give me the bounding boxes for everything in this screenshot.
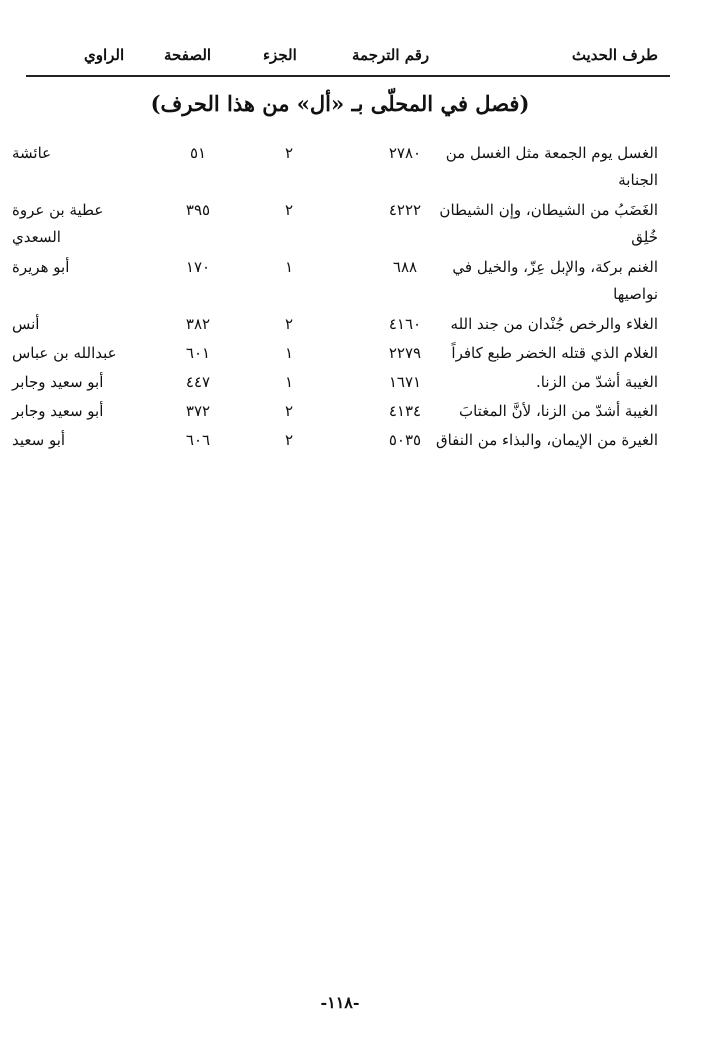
page-number: ٣٩٥ (185, 201, 211, 219)
page-number: ٣٨٢ (185, 315, 211, 333)
page-number: ٣٧٢ (185, 402, 211, 420)
tarjama-number: ٤٢٢٢ (388, 201, 422, 219)
juz-number: ٢ (284, 315, 294, 333)
page-number: ٦٠٦ (185, 431, 211, 449)
header-rule (26, 75, 670, 77)
page-number: ٥١ (189, 144, 207, 162)
narrator: أبو هريرة (12, 258, 70, 276)
tarjama-number: ٢٧٨٠ (388, 144, 422, 162)
narrator: عبدالله بن عباس (12, 344, 117, 362)
column-header-rawi: الراوي (84, 46, 125, 64)
narrator: أبو سعيد (12, 431, 66, 449)
hadith-text: الغيبة أشدّ من الزنا. (536, 373, 658, 391)
tarjama-number: ٤١٦٠ (388, 315, 422, 333)
juz-number: ٢ (284, 144, 294, 162)
table-row (0, 340, 720, 369)
juz-number: ١ (284, 258, 294, 276)
table-row (0, 427, 720, 456)
hadith-text: الغيبة أشدّ من الزنا، لأنَّ المغتابَ (458, 402, 658, 420)
juz-number: ٢ (284, 201, 294, 219)
juz-number: ٢ (284, 431, 294, 449)
column-header-page: الصفحة (164, 46, 212, 64)
tarjama-number: ٤١٣٤ (388, 402, 422, 420)
hadith-table (0, 140, 720, 456)
table-row (0, 369, 720, 398)
table-row (0, 140, 720, 197)
narrator: عائشة (12, 144, 52, 162)
page-number: ١٧٠ (185, 258, 211, 276)
narrator: أنس (12, 315, 40, 333)
hadith-text: الغسل يوم الجمعة مثل الغسل من الجنابة (445, 144, 658, 189)
table-row (0, 254, 720, 311)
juz-number: ٢ (284, 402, 294, 420)
tarjama-number: ٦٨٨ (392, 258, 418, 276)
table-row (0, 311, 720, 340)
table-row (0, 197, 720, 254)
hadith-text: الغيرة من الإيمان، والبذاء من النفاق (435, 431, 658, 449)
tarjama-number: ٥٠٣٥ (388, 431, 422, 449)
page-number: ٦٠١ (185, 344, 211, 362)
column-header-hadith: طرف الحديث (571, 46, 658, 64)
column-header-tarjama: رقم الترجمة (352, 46, 430, 64)
page-number: ٤٤٧ (185, 373, 211, 391)
tarjama-number: ٢٢٧٩ (388, 344, 422, 362)
juz-number: ١ (284, 344, 294, 362)
hadith-text: الغلاء والرخص جُنْدان من جند الله (450, 315, 658, 333)
narrator: أبو سعيد وجابر (12, 402, 104, 420)
column-header-juz: الجزء (263, 46, 297, 64)
page-footer-number: -١١٨- (320, 993, 360, 1012)
juz-number: ١ (284, 373, 294, 391)
section-title: (فصل في المحلّى بـ «أل» من هذا الحرف) (150, 91, 530, 116)
tarjama-number: ١٦٧١ (388, 373, 422, 391)
hadith-text: الغَضَبُ من الشيطان، وإن الشيطان خُلِق (439, 201, 658, 246)
hadith-text: الغنم بركة، والإبل عِزّ، والخيل في نواصيها (452, 258, 658, 303)
narrator: أبو سعيد وجابر (12, 373, 104, 391)
hadith-text: الغلام الذي قتله الخضر طبع كافراً (451, 344, 658, 362)
narrator: عطية بن عروة السعدي (12, 201, 104, 246)
table-row (0, 398, 720, 427)
